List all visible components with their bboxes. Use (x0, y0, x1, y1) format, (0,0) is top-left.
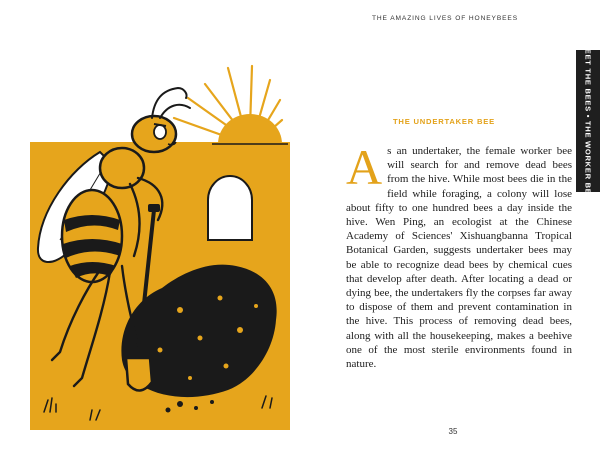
antennae-icon (152, 88, 190, 118)
bee-head (132, 116, 176, 152)
section-heading: THE UNDERTAKER BEE (392, 117, 495, 126)
body-text: s an undertaker, the female worker bee will search for and remove dead bees from the hive. While most bees die in the field while foraging, a colony will lose about fifty to one hundred bees a day inside the hive. Wen Ping, an ecologist at the Chinese Academy of Sciences' Xishuangbanna Tropical Botanical Garden, suggests undertaker bees may be able to recognize dead bees by chemical cues that develop after death. After locating a dead or dying bee, the undertakers fly the corpses far away to dispose of them and prevent contamination in the hive. This process of removing dead bees, along with all the housekeeping, makes a beehive one of the most sterile environments found in nature. (346, 145, 572, 371)
undertaker-bee-illustration (30, 60, 290, 430)
bee-abdomen (62, 190, 122, 282)
section-side-tab (576, 41, 600, 201)
hive-entrance-icon (208, 176, 252, 240)
bee-thorax (100, 148, 144, 188)
page-number: 35 (448, 427, 458, 436)
side-tab-label: MEET THE BEES • THE WORKER BEE (583, 41, 593, 201)
drop-cap: A (346, 139, 383, 195)
body-paragraph (346, 139, 572, 371)
running-head: THE AMAZING LIVES OF HONEYBEES (371, 15, 519, 22)
sun-icon (218, 114, 282, 144)
